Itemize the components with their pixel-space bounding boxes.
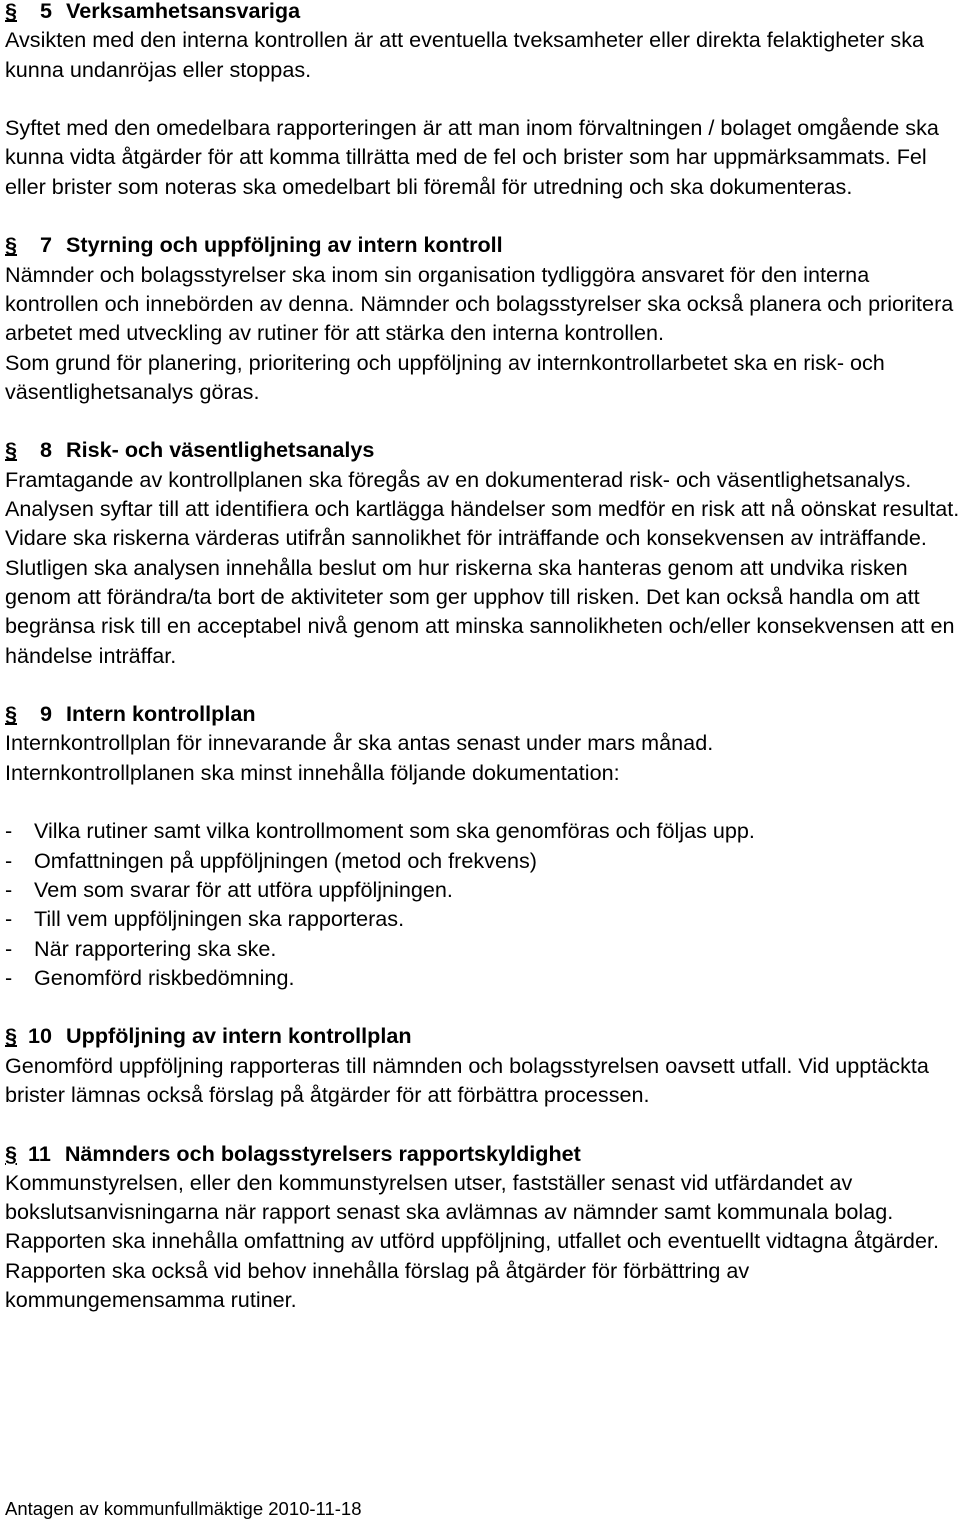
paragraph-sign: § <box>5 701 18 727</box>
body-paragraph: Nämnder och bolagsstyrelser ska inom sin organisation tydliggöra ansvaret för den interna kontrollen och innebörden av denna. Nämnder och bolagsstyrelser ska också planera och prioritera arbetet med utveckling av rutiner för att stärka den interna kontrollen. <box>5 261 954 346</box>
section-number: 9 <box>40 701 53 727</box>
documentation-list <box>5 816 960 992</box>
section-5 <box>5 0 960 201</box>
list-item-text: Vilka rutiner samt vilka kontrollmoment som ska genomföras och följas upp. <box>34 818 755 844</box>
list-item <box>5 875 960 904</box>
section-number: 7 <box>40 232 53 258</box>
list-item <box>5 846 960 875</box>
section-title: Uppföljning av intern kontrollplan <box>66 1023 412 1049</box>
list-item-text: När rapportering ska ske. <box>34 935 277 961</box>
list-bullet: - <box>5 935 13 961</box>
paragraph-sign: § <box>5 1023 18 1049</box>
list-item <box>5 963 960 992</box>
list-bullet: - <box>5 818 13 844</box>
list-item <box>5 934 960 963</box>
body-paragraph: Som grund för planering, prioritering och uppföljning av internkontrollarbetet ska en risk- och väsentlighetsanalys göras. <box>5 349 885 404</box>
section-number: 10 <box>28 1023 53 1049</box>
list-item <box>5 904 960 933</box>
body-paragraph: Framtagande av kontrollplanen ska föregås av en dokumenterad risk- och väsentlighetsanalys. Analysen syftar till att identifiera och kartlägga händelser som medför en risk att nå oönskat resultat. Vidare ska riskerna värderas utifrån sannolikhet för inträffande och konsekvensen av inträffande. Slutligen ska analysen innehålla beslut om hur riskerna ska hanteras genom att undvika risken genom att förändra/ta bort de aktiviteter som ger upphov till risken. Det kan också handla om att begränsa risk till en acceptabel nivå genom att minska sannolikheten och/eller konsekvensen att en händelse inträffar. <box>5 466 960 668</box>
section-9 <box>5 699 960 992</box>
section-title: Styrning och uppföljning av intern kontroll <box>66 232 503 258</box>
document-page <box>5 0 960 1314</box>
section-title: Intern kontrollplan <box>66 701 256 727</box>
section-title: Verksamhetsansvariga <box>66 0 301 23</box>
body-paragraph: Internkontrollplanen ska minst innehålla följande dokumentation: <box>5 759 620 785</box>
body-paragraph: Kommunstyrelsen, eller den kommunstyrelsen utser, fastställer senast vid utfärdandet av bokslutsanvisningarna när rapport senast ska avlämnas av nämnder samt kommunala bolag. Rapporten ska innehålla omfattning av utförd uppföljning, utfallet och eventuellt vidtagna åtgärder. Rapporten ska också vid behov innehålla förslag på åtgärder för förbättring av kommungemensamma rutiner. <box>5 1169 939 1313</box>
list-item <box>5 816 960 845</box>
section-heading <box>5 699 960 728</box>
page-footer: Antagen av kommunfullmäktige 2010-11-18 <box>5 1498 362 1519</box>
paragraph-sign: § <box>5 0 18 23</box>
section-7 <box>5 230 960 406</box>
section-heading <box>5 1139 960 1168</box>
paragraph-sign: § <box>5 437 18 463</box>
list-bullet: - <box>5 876 13 902</box>
body-paragraph: Avsikten med den interna kontrollen är att eventuella tveksamheter eller direkta felaktigheter ska kunna undanröjas eller stoppas. <box>5 27 925 82</box>
section-number: 8 <box>40 437 53 463</box>
paragraph-sign: § <box>5 1140 18 1166</box>
section-11 <box>5 1139 960 1315</box>
section-heading <box>5 230 960 259</box>
section-8 <box>5 435 960 669</box>
section-heading <box>5 0 960 25</box>
list-bullet: - <box>5 964 13 990</box>
body-paragraph: Internkontrollplan för innevarande år ska antas senast under mars månad. <box>5 730 714 756</box>
section-heading <box>5 435 960 464</box>
body-paragraph: Syftet med den omedelbara rapporteringen är att man inom förvaltningen / bolaget omgående ska kunna vidta åtgärder för att komma tillrätta med de fel och brister som har uppmärksammats. Fel eller brister som noteras ska omedelbart bli föremål för utredning och ska dokumenteras. <box>5 115 939 199</box>
section-title: Nämnders och bolagsstyrelsers rapportskyldighet <box>64 1140 581 1166</box>
body-paragraph: Genomförd uppföljning rapporteras till nämnden och bolagsstyrelsen oavsett utfall. Vid upptäckta brister lämnas också förslag på åtgärder för att förbättra processen. <box>5 1052 929 1107</box>
section-number: 5 <box>40 0 53 23</box>
section-number: 11 <box>28 1140 51 1166</box>
list-bullet: - <box>5 847 13 873</box>
list-item-text: Genomförd riskbedömning. <box>34 964 295 990</box>
section-title: Risk- och väsentlighetsanalys <box>66 437 375 463</box>
list-item-text: Till vem uppföljningen ska rapporteras. <box>34 906 405 932</box>
paragraph-sign: § <box>5 232 18 258</box>
list-bullet: - <box>5 906 13 932</box>
section-heading <box>5 1021 960 1050</box>
section-10 <box>5 1021 960 1109</box>
list-item-text: Omfattningen på uppföljningen (metod och frekvens) <box>34 847 537 873</box>
list-item-text: Vem som svarar för att utföra uppföljningen. <box>34 876 453 902</box>
